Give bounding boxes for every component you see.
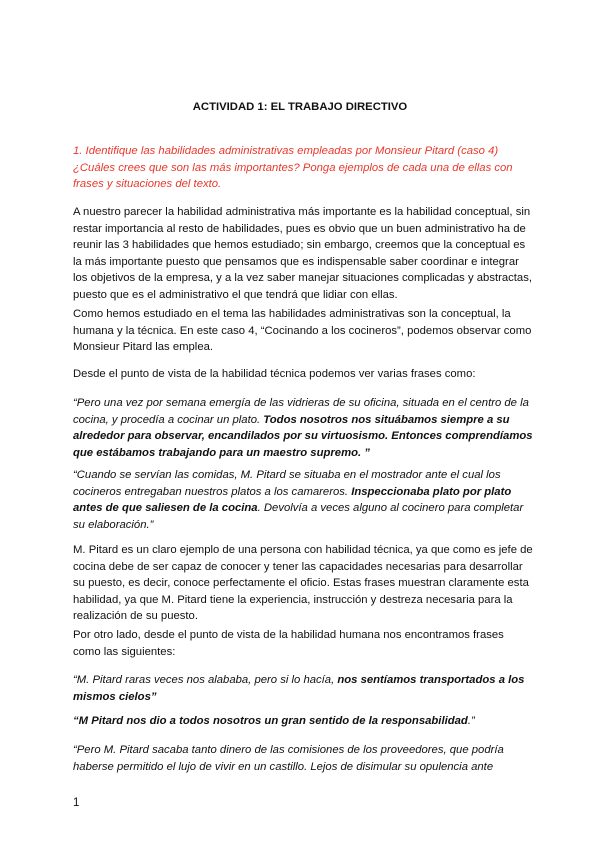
paragraph-5: Por otro lado, desde el punto de vista de la habilidad humana nos encontramos frases como las siguientes:: [73, 629, 504, 658]
quote-2: [73, 467, 533, 533]
question-text: 1. Identifique las habilidades administrativas empleadas por Monsieur Pitard (caso 4) ¿Cuáles crees que son las más importantes? Ponga ejemplos de cada una de ellas con frases y situaciones del texto.: [73, 145, 513, 190]
paragraph-2: Como hemos estudiado en el tema las habilidades administrativas son la conceptual, la humana y la técnica. En este caso 4, “Cocinando a los cocineros”, podemos observar como Monsieur Pitard las emplea.: [73, 308, 532, 353]
quote-1: [73, 395, 533, 461]
quote-3: [73, 672, 533, 705]
quote-3-bold: nos sentíamos transportados a los mismos cielos: [73, 674, 525, 703]
quote-3-text: “M. Pitard raras veces nos alababa, pero si lo hacía,: [73, 674, 338, 686]
quote-3-end: ”: [150, 690, 157, 703]
page-number: 1: [73, 797, 80, 809]
paragraph-1: A nuestro parecer la habilidad administrativa más importante es la habilidad conceptual, sin restar importancia al resto de habilidades, pues es obvio que un buen administrativo ha de reunir las 3 habilidades que hemos estudiado; sin embargo, creemos que la conceptual es la más importante puesto que pensamos que es indispensable saber coordinar e integrar los objetivos de la empresa, y a la vez saber manejar situaciones complicadas y abstractas, puesto que es el administrativo el que tendrá que lidiar con ellas.: [73, 206, 533, 301]
quote-1-end: ”: [361, 446, 370, 459]
paragraph-4: M. Pitard es un claro ejemplo de una persona con habilidad técnica, ya que como es jefe de cocina debe de ser capaz de conocer y tener las capacidades necesarias para desarrollar su puesto, es decir, conoce perfectamente el oficio. Estas frases muestran claramente esta habilidad, ya que M. Pitard tiene la experiencia, instrucción y destreza necesaria para la realización de su puesto.: [73, 544, 533, 622]
page-title: ACTIVIDAD 1: EL TRABAJO DIRECTIVO: [192, 101, 408, 113]
quote-2-bold: Inspeccionaba plato por plato antes de que saliesen de la cocina: [73, 485, 512, 514]
quote-4-bold: “M Pitard nos dio a todos nosotros un gran sentido de la responsabilidad: [73, 715, 468, 727]
paragraph-3: Desde el punto de vista de la habilidad técnica podemos ver varias frases como:: [73, 368, 476, 380]
quote-2-text: “Cuando se servían las comidas, M. Pitard se situaba en el mostrador ante el cual los cocineros entregaban nuestros platos a los camareros.: [73, 469, 501, 498]
quote-1-bold: Todos nosotros nos situábamos siempre a su alrededor para observar, encandilados por su virtuosismo. Entonces comprendíamos que estábamos trabajando para un maestro supremo.: [73, 413, 533, 459]
quote-4: [73, 713, 533, 730]
quote-2-end: . Devolvía a veces alguno al cocinero para completar su elaboración.”: [73, 502, 524, 531]
quote-5: “Pero M. Pitard sacaba tanto dinero de las comisiones de los proveedores, que podría haberse permitido el lujo de vivir en un castillo. Lejos de disimular su opulencia ante: [73, 744, 504, 773]
quote-1-text: “Pero una vez por semana emergía de las vidrieras de su oficina, situada en el centro de la cocina, y procedía a cocinar un plato.: [73, 397, 529, 426]
quote-4-end: .”: [467, 715, 475, 727]
